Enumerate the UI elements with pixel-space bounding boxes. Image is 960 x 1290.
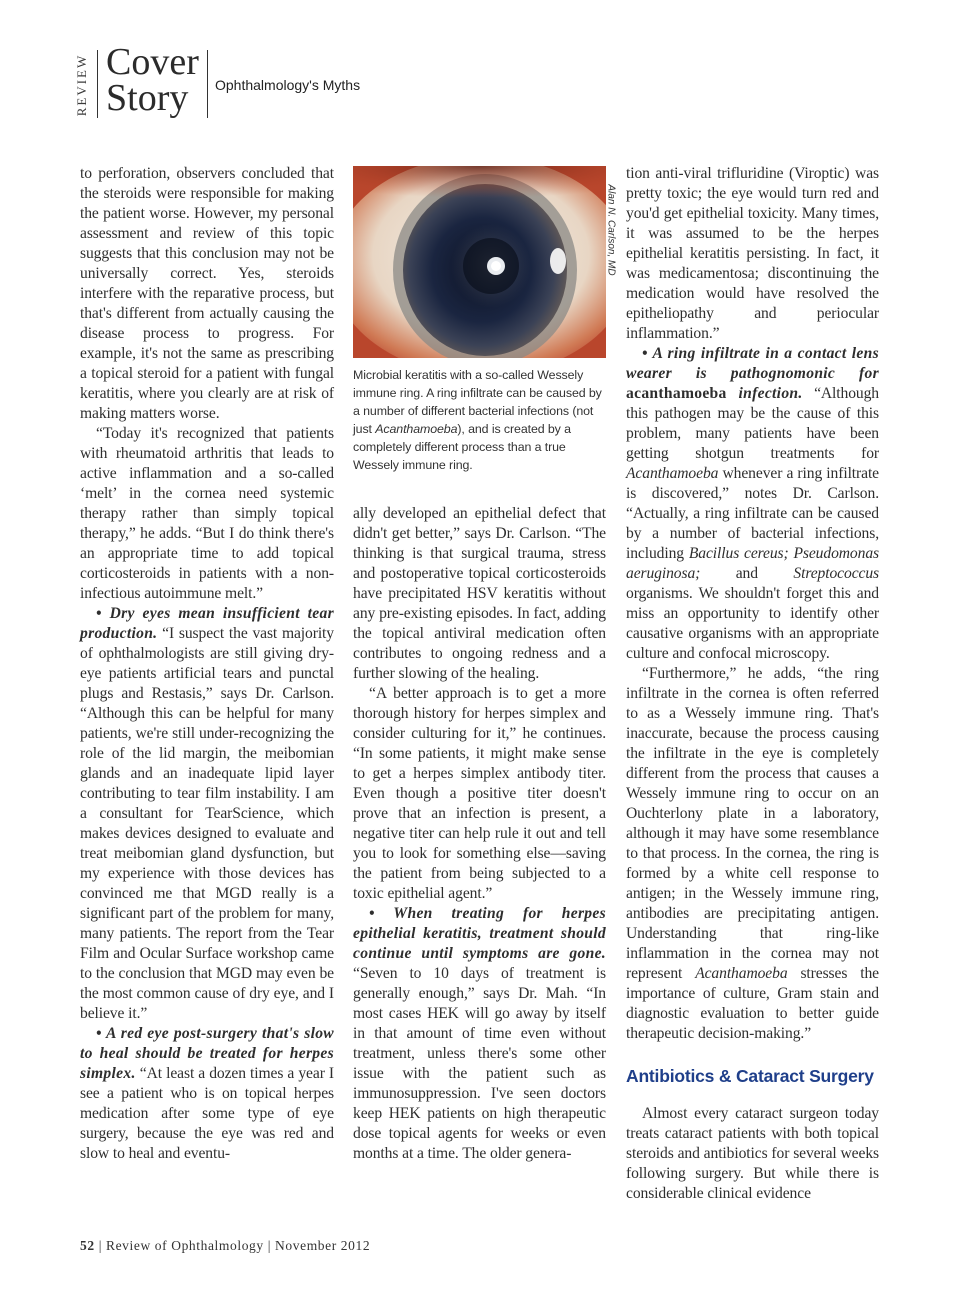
text-column-3	[626, 164, 879, 1044]
paragraph: • When treating for herpes epithelial keratitis, treatment should continue until symptoms are gone. “Seven to 10 days of treatment is generally enough,” says Dr. Mah. “In most cases HEK will go away by itself in that amount of time even without treatment, unless there's some other issue with the patient such as immunosuppression. I've seen doctors keep HEK patients on high therapeutic dose topical agents for weeks or even months at a time. The older genera-	[353, 905, 606, 1162]
paragraph: • A ring infiltrate in a contact lens wearer is pathognomonic for acanthamoeba infection. “Although this pathogen may be the cause of this problem, many patients have been getting shotgun treatments for Acanthamoeba whenever a ring infiltrate is discovered,” notes Dr. Carlson. “Actually, a ring infiltrate can be caused by a number of bacterial infections, including Bacillus cereus; Pseudomonas aeruginosa; and Streptococcus organisms. We shouldn't forget this and miss an opportunity to identify other causative organisms with an appropriate culture and confocal microscopy.	[626, 345, 879, 662]
section-heading: Antibiotics & Cataract Surgery	[626, 1066, 874, 1086]
paragraph: “Furthermore,” he adds, “the ring infiltrate in the cornea is often referred to as a Wessely immune ring. That's inaccurate, because the process causing the infiltrate in the eye is completely different from the process that causes a Wessely immune ring to occur on an Ouchterlony plate in a laboratory, although it may have some resemblance to that process. In the cornea, the ring is formed by a white cell response to antigen; in the Wessely immune ring, antibodies are precipitating antigen. Understanding that ring-like inflammation in the cornea may not represent Acanthamoeba stresses the importance of culture, Gram stain and diagnostic evaluation to better guide therapeutic decision-making.”	[626, 665, 879, 1042]
text-column-1	[80, 164, 334, 1164]
myth-heading: • A red eye post-surgery that's slow to heal should be treated for herpes simplex.	[80, 1025, 334, 1082]
header-divider	[97, 50, 98, 118]
paragraph: “A better approach is to get a more thorough history for herpes simplex and consider culturing for it,” he continues. “In some patients, it might make sense to get a herpes simplex antibody titer. Even though a positive titer doesn't prove that an infection is present, a negative titer can help rule it out and tell you to look for something else—saving the patient from being subjected to a toxic epithelial agent.”	[353, 685, 606, 902]
section-title-line2: Story	[106, 77, 189, 119]
paragraph: Almost every cataract surgeon today treats cataract patients with both topical steroids and antibiotics for several weeks following surgery. But while there is considerable clinical evidence	[626, 1105, 879, 1202]
header-divider	[207, 50, 208, 118]
page-footer: 52 | Review of Ophthalmology | November 2012	[80, 1238, 371, 1253]
eye-photo	[353, 166, 606, 358]
paragraph: to perforation, observers concluded that the steroids were responsible for making the patient worse. However, my personal assessment and review of this topic suggests that this conclusion may not be universally correct. Yes, steroids interfere with the reparative process, but that's different from actually causing the disease process to progress. For example, it's not the same as prescribing a topical steroid for a patient with fungal keratitis, where you clearly are at risk of making matters worse.	[80, 165, 334, 422]
paragraph: • Dry eyes mean insufficient tear production. “I suspect the vast majority of ophthalmologists are still giving dry-eye patients artificial tears and punctal plugs and Restasis,” says Dr. Carlson. “Although this can be helpful for many patients, we're still under-recognizing the role of the lid margin, the meibomian glands and an inadequate lipid layer contributing to tear film instability. I am a consultant for TearScience, which makes devices designed to evaluate and treat meibomian gland dysfunction, but my experience with those devices has convinced me that MGD really is a significant part of the problem for many, many patients. The report from the Tear Film and Ocular Surface workshop came to the conclusion that MGD may even be the most common cause of dry eye, and I believe it.”	[80, 605, 334, 1022]
article-series-title: Ophthalmology's Myths	[215, 77, 361, 93]
section-title-line1: Cover	[106, 41, 199, 83]
paragraph: ally developed an epithelial defect that didn't get better,” says Dr. Carlson. “The thinking is that surgical trauma, stress and postoperative topical corticosteroids have precipitated HSV keratitis without any pre-existing episodes. In fact, adding the topical antiviral medication often contributes to ongoing redness and a further slowing of the healing.	[353, 505, 606, 682]
review-label: REVIEW	[74, 53, 89, 117]
paragraph: tion anti-viral trifluridine (Viroptic) was pretty toxic; the eye would turn red and you'd get epithelial toxicity. Many times, it was assumed to be the herpes epithelial keratitis persisting. In fact, it was medicamentosa; discontinuing the medication would have resolved the epitheliopathy and periocular inflammation.”	[626, 165, 879, 342]
page-number: 52	[80, 1238, 95, 1253]
journal-name: Review of Ophthalmology	[105, 1238, 264, 1253]
section-title	[106, 41, 199, 119]
myth-heading: • When treating for herpes epithelial keratitis, treatment should continue until symptoms are gone.	[353, 905, 606, 962]
paragraph: • A red eye post-surgery that's slow to heal should be treated for herpes simplex. “At least a dozen times a year I see a patient who is on topical herpes medication after some type of eye surgery, because the eye was red and slow to heal and eventu-	[80, 1025, 334, 1162]
myth-heading: • A ring infiltrate in a contact lens wearer is pathognomonic for acanthamoeba infection.	[626, 345, 879, 402]
paragraph: “Today it's recognized that patients with rheumatoid arthritis that leads to active inflammation and a so-called ‘melt’ in the cornea need systemic therapy rather than simply topical therapy,” he adds. “But I do think there's an appropriate time to add topical corticosteroids in patients with a non-infectious autoimmune melt.”	[80, 425, 334, 602]
issue-date: November 2012	[275, 1238, 371, 1253]
myth-heading: • Dry eyes mean insufficient tear production.	[80, 605, 334, 642]
text-column-3-continued	[626, 1104, 879, 1204]
photo-credit: Alan N. Carlson, MD	[605, 184, 617, 276]
figure-caption: Microbial keratitis with a so-called Wessely immune ring. A ring infiltrate can be caused by a number of different bacterial infections (not just Acanthamoeba), and is created by a completely different process than a true Wessely immune ring.	[353, 368, 602, 472]
text-column-2	[353, 504, 606, 1164]
